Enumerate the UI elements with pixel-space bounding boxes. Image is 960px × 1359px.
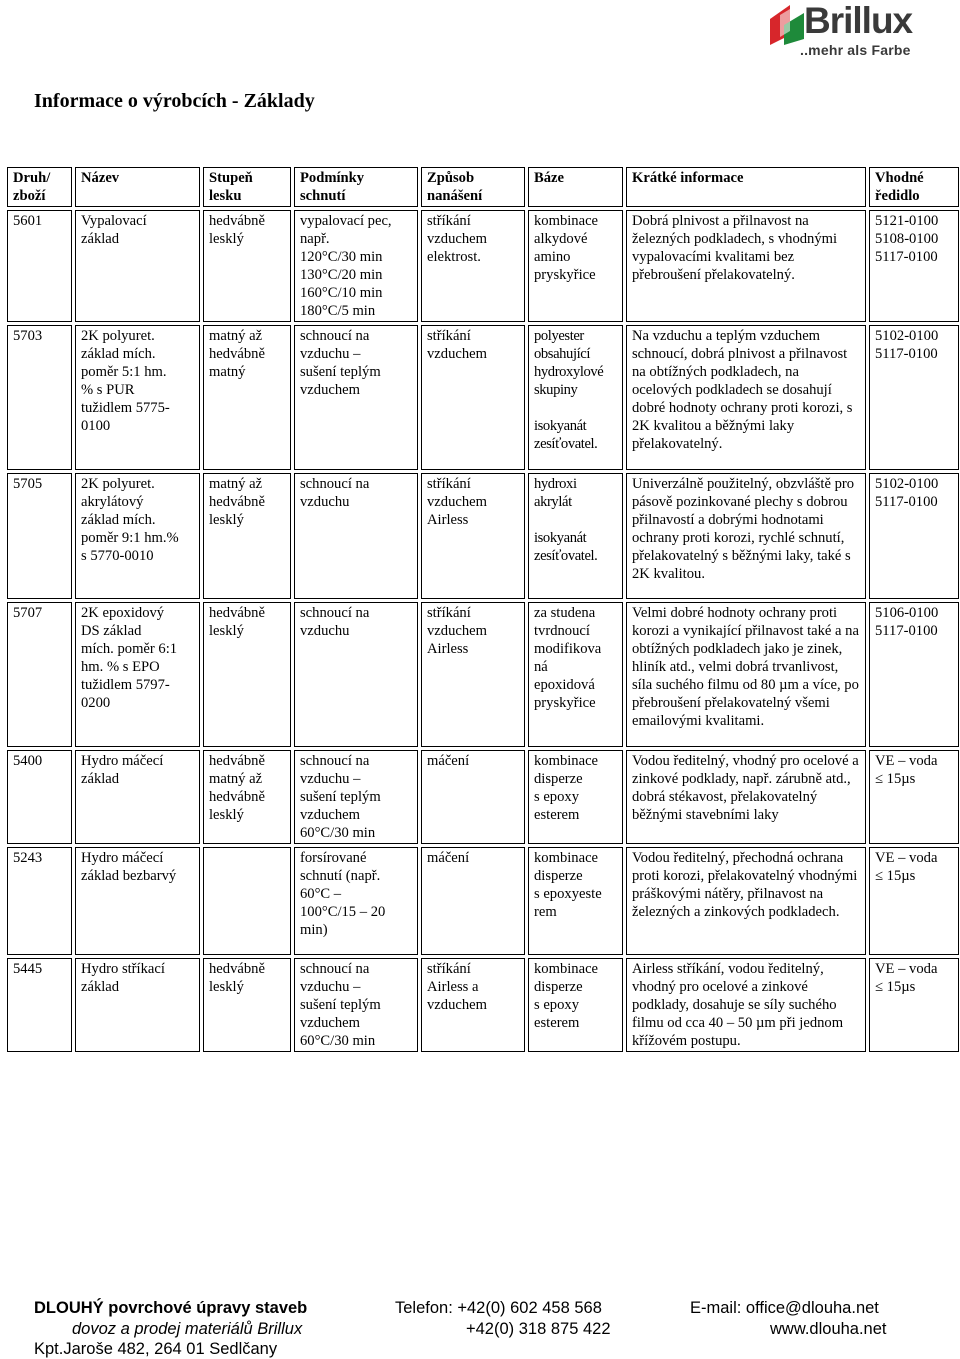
product-name: 2K polyuret. akrylátový základ mích. poměr 9:1 hm.% s 5770-0010: [75, 473, 200, 599]
product-name: Vypalovací základ: [75, 210, 200, 322]
product-thinner: 5121-0100 5108-0100 5117-0100: [869, 210, 959, 322]
product-info: Airless stříkání, vodou ředitelný, vhodný pro ocelové a zinkové podklady, dosahuje se síly suchého filmu od cca 40 – 50 µm při jednom křížovém postupu.: [626, 958, 866, 1052]
product-gloss: matný až hedvábně matný: [203, 325, 291, 470]
page-title: Informace o výrobcích - Základy: [34, 90, 315, 112]
product-application: máčení: [421, 847, 525, 955]
product-name: Hydro máčecí základ bezbarvý: [75, 847, 200, 955]
product-name: Hydro máčecí základ: [75, 750, 200, 844]
product-drying: schnoucí na vzduchu – sušení teplým vzduchem 60°C/30 min: [294, 750, 418, 844]
product-info: Dobrá plnivost a přilnavost na železných podkladech, s vhodnými vypalovacími kvalitami bez přebroušení přelakovatelný.: [626, 210, 866, 322]
footer-address: Kpt.Jaroše 482, 264 01 Sedlčany: [34, 1340, 278, 1358]
product-application: máčení: [421, 750, 525, 844]
product-gloss: hedvábně matný až hedvábně lesklý: [203, 750, 291, 844]
table-header-row: [7, 167, 959, 207]
product-info: Univerzálně použitelný, obzvláště pro pásově pozinkované plechy s dobrou přilnavostí a dobrými hodnotami ochrany proti korozi, rychlé schnutí, přelakovatelný s běžnými laky, také s 2K kvalitou.: [626, 473, 866, 599]
product-info: Na vzduchu a teplým vzduchem schnoucí, dobrá plnivost a přilnavost na obtížných podkladech, na ocelových podkladech se dosahují dobré hodnoty ochrany proti korozi, s 2K kvalitou a běžnými laky přelakovatelný.: [626, 325, 866, 470]
product-info: Velmi dobré hodnoty ochrany proti korozi a vynikající přilnavost také a na obtížných podkladech jako je zinek, hliník atd., velmi dobrá trvanlivost, síla suchého filmu od 80 µm a více, po přebroušení přelakovatelný všemi emailovými kvalitami.: [626, 602, 866, 747]
product-base: kombinace disperze s epoxyeste rem: [528, 847, 623, 955]
product-code: 5243: [7, 847, 72, 955]
table-row: [7, 958, 959, 1052]
product-base: kombinace disperze s epoxy esterem: [528, 750, 623, 844]
brand-name: Brillux: [804, 0, 913, 41]
product-thinner: 5106-0100 5117-0100: [869, 602, 959, 747]
footer-phone-secondary: +42(0) 318 875 422: [466, 1320, 611, 1338]
product-gloss: hedvábně lesklý: [203, 958, 291, 1052]
product-application: stříkání Airless a vzduchem: [421, 958, 525, 1052]
product-info: Vodou ředitelný, přechodná ochrana proti korozi, přelakovatelný vhodnými práškovými nátěry, přilnavost na železných a zinkových podkladech.: [626, 847, 866, 955]
product-code: 5703: [7, 325, 72, 470]
column-header-base: Báze: [528, 167, 623, 207]
column-header-drying: Podmínky schnutí: [294, 167, 418, 207]
footer-company: DLOUHÝ povrchové úpravy staveb: [34, 1299, 308, 1317]
product-info: Vodou ředitelný, vhodný pro ocelové a zinkové podklady, např. zárubně atd., dobrá stékavost, přelakovatelný běžnými stavebními laky: [626, 750, 866, 844]
product-base: kombinace alkydové amino pryskyřice: [528, 210, 623, 322]
footer-website[interactable]: www.dlouha.net: [770, 1320, 887, 1338]
product-gloss: matný až hedvábně lesklý: [203, 473, 291, 599]
product-thinner: 5102-0100 5117-0100: [869, 473, 959, 599]
product-base: kombinace disperze s epoxy esterem: [528, 958, 623, 1052]
product-application: stříkání vzduchem Airless: [421, 473, 525, 599]
column-header-info: Krátké informace: [626, 167, 866, 207]
product-application: stříkání vzduchem Airless: [421, 602, 525, 747]
footer-phone-primary: Telefon: +42(0) 602 458 568: [395, 1299, 602, 1317]
product-code: 5400: [7, 750, 72, 844]
brillux-logo: [766, 2, 936, 60]
product-gloss: [203, 847, 291, 955]
page-footer: [0, 1298, 960, 1358]
product-application: stříkání vzduchem: [421, 325, 525, 470]
table-row: [7, 750, 959, 844]
product-base: za studena tvrdnoucí modifikova ná epoxidová pryskyřice: [528, 602, 623, 747]
product-base: hydroxi akrylát isokyanát zesíťovatel.: [528, 473, 623, 599]
product-thinner: VE – voda ≤ 15µs: [869, 847, 959, 955]
product-thinner: VE – voda ≤ 15µs: [869, 958, 959, 1052]
column-header-name: Název: [75, 167, 200, 207]
product-gloss: hedvábně lesklý: [203, 210, 291, 322]
product-code: 5445: [7, 958, 72, 1052]
product-code: 5705: [7, 473, 72, 599]
table-row: [7, 602, 959, 747]
product-name: 2K epoxidový DS základ mích. poměr 6:1 hm. % s EPO tužidlem 5797- 0200: [75, 602, 200, 747]
column-header-thinner: Vhodné ředidlo: [869, 167, 959, 207]
product-name: 2K polyuret. základ mích. poměr 5:1 hm. % s PUR tužidlem 5775- 0100: [75, 325, 200, 470]
column-header-application: Způsob nanášení: [421, 167, 525, 207]
product-thinner: VE – voda ≤ 15µs: [869, 750, 959, 844]
product-drying: vypalovací pec, např. 120°C/30 min 130°C/20 min 160°C/10 min 180°C/5 min: [294, 210, 418, 322]
product-code: 5707: [7, 602, 72, 747]
table-row: [7, 847, 959, 955]
product-base: polyester obsahující hydroxylové skupiny isokyanát zesíťovatel.: [528, 325, 623, 470]
product-code: 5601: [7, 210, 72, 322]
product-thinner: 5102-0100 5117-0100: [869, 325, 959, 470]
table-row: [7, 325, 959, 470]
column-header-gloss: Stupeň lesku: [203, 167, 291, 207]
table-row: [7, 210, 959, 322]
brand-tagline: ..mehr als Farbe: [800, 42, 911, 58]
product-name: Hydro stříkací základ: [75, 958, 200, 1052]
product-gloss: hedvábně lesklý: [203, 602, 291, 747]
product-table: [4, 164, 960, 1055]
product-drying: schnoucí na vzduchu – sušení teplým vzduchem: [294, 325, 418, 470]
table-row: [7, 473, 959, 599]
brillux-logo-mark-icon: [770, 5, 804, 45]
product-application: stříkání vzduchem elektrost.: [421, 210, 525, 322]
product-drying: schnoucí na vzduchu: [294, 473, 418, 599]
product-drying: forsírované schnutí (např. 60°C – 100°C/15 – 20 min): [294, 847, 418, 955]
product-drying: schnoucí na vzduchu – sušení teplým vzduchem 60°C/30 min: [294, 958, 418, 1052]
column-header-type: Druh/ zboží: [7, 167, 72, 207]
footer-email[interactable]: E-mail: office@dlouha.net: [690, 1299, 879, 1317]
footer-subtitle: dovoz a prodej materiálů Brillux: [72, 1320, 303, 1338]
product-drying: schnoucí na vzduchu: [294, 602, 418, 747]
